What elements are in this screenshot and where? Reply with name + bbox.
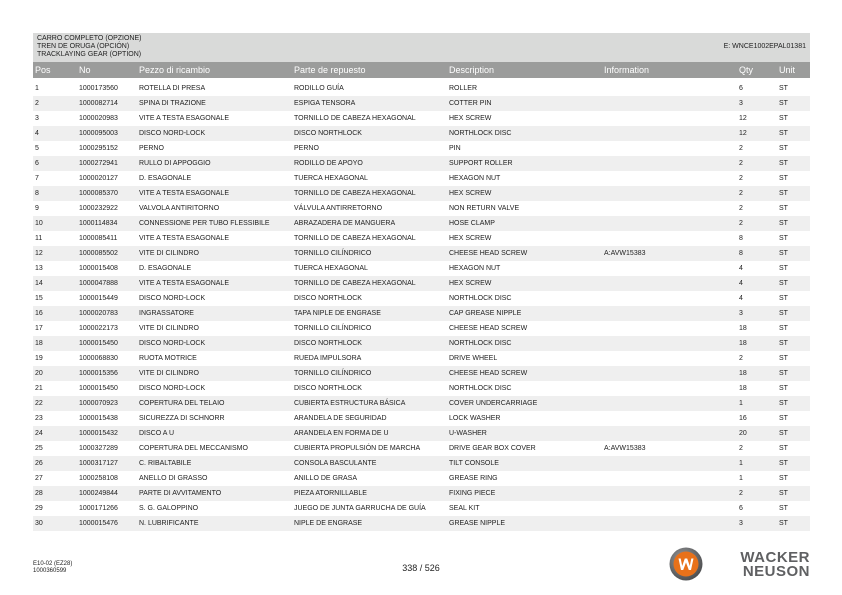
brand-line-2: NEUSON (742, 563, 810, 580)
cell-spanish: ABRAZADERA DE MANGUERA (294, 220, 396, 227)
cell-part-number: 1000020783 (79, 310, 118, 317)
cell-part-number: 1000015450 (79, 385, 118, 392)
cell-spanish: RODILLO DE APOYO (294, 160, 363, 167)
cell-spanish: JUEGO DE JUNTA GARRUCHA DE GUÍA (294, 505, 426, 512)
cell-english: U-WASHER (449, 430, 487, 437)
cell-pos: 21 (35, 385, 43, 392)
cell-pos: 8 (35, 190, 39, 197)
cell-italian: D. ESAGONALE (139, 265, 192, 272)
cell-spanish: RODILLO GUÍA (294, 85, 344, 92)
cell-qty: 2 (739, 175, 743, 182)
cell-qty: 3 (739, 310, 743, 317)
cell-unit: ST (779, 160, 788, 167)
table-row (33, 306, 810, 321)
cell-part-number: 1000015450 (79, 340, 118, 347)
cell-unit: ST (779, 430, 788, 437)
cell-italian: VALVOLA ANTIRITORNO (139, 205, 220, 212)
column-spanish: Parte de repuesto (294, 65, 366, 75)
cell-english: HEX SCREW (449, 190, 492, 197)
cell-qty: 2 (739, 145, 743, 152)
cell-unit: ST (779, 310, 788, 317)
table-row (33, 156, 810, 171)
cell-part-number: 1000022173 (79, 325, 118, 332)
cell-english: COTTER PIN (449, 100, 492, 107)
cell-pos: 19 (35, 355, 43, 362)
cell-english: NORTHLOCK DISC (449, 130, 512, 137)
cell-qty: 1 (739, 460, 743, 467)
cell-spanish: TORNILLO DE CABEZA HEXAGONAL (294, 115, 416, 122)
cell-pos: 28 (35, 490, 43, 497)
cell-unit: ST (779, 295, 788, 302)
cell-spanish: CUBIERTA PROPULSIÓN DE MARCHA (294, 445, 421, 452)
cell-unit: ST (779, 130, 788, 137)
cell-qty: 12 (739, 130, 747, 137)
cell-italian: N. LUBRIFICANTE (139, 520, 199, 527)
cell-spanish: NIPLE DE ENGRASE (294, 520, 363, 527)
cell-italian: VITE DI CILINDRO (139, 370, 199, 377)
table-row (33, 321, 810, 336)
cell-italian: ANELLO DI GRASSO (139, 475, 208, 482)
cell-spanish: DISCO NORTHLOCK (294, 130, 362, 137)
cell-italian: VITE A TESTA ESAGONALE (139, 115, 229, 122)
document-header (33, 33, 810, 62)
cell-english: CAP GREASE NIPPLE (449, 310, 522, 317)
cell-qty: 1 (739, 400, 743, 407)
cell-qty: 18 (739, 370, 747, 377)
cell-unit: ST (779, 460, 788, 467)
cell-qty: 1 (739, 475, 743, 482)
cell-pos: 22 (35, 400, 43, 407)
cell-qty: 4 (739, 280, 743, 287)
cell-information (604, 141, 737, 156)
cell-information: A:AVW15383 (604, 445, 646, 452)
cell-information (604, 366, 737, 381)
cell-part-number: 1000047888 (79, 280, 118, 287)
cell-unit: ST (779, 205, 788, 212)
table-row (33, 291, 810, 306)
cell-pos: 11 (35, 235, 43, 242)
cell-pos: 6 (35, 160, 39, 167)
cell-unit: ST (779, 235, 788, 242)
cell-italian: PARTE DI AVVITAMENTO (139, 490, 222, 497)
cell-part-number: 1000015476 (79, 520, 118, 527)
cell-part-number: 1000015408 (79, 265, 118, 272)
cell-qty: 2 (739, 445, 743, 452)
cell-part-number: 1000249844 (79, 490, 118, 497)
cell-pos: 29 (35, 505, 43, 512)
cell-unit: ST (779, 520, 788, 527)
table-row (33, 426, 810, 441)
table-row (33, 81, 810, 96)
cell-english: HEX SCREW (449, 235, 492, 242)
cell-unit: ST (779, 475, 788, 482)
cell-italian: VITE A TESTA ESAGONALE (139, 235, 229, 242)
table-row (33, 141, 810, 156)
cell-italian: DISCO NORD-LOCK (139, 340, 206, 347)
cell-part-number: 1000015449 (79, 295, 118, 302)
cell-information (604, 486, 737, 501)
cell-part-number: 1000295152 (79, 145, 118, 152)
cell-information (604, 426, 737, 441)
cell-spanish: TORNILLO DE CABEZA HEXAGONAL (294, 235, 416, 242)
cell-information (604, 291, 737, 306)
cell-unit: ST (779, 385, 788, 392)
cell-unit: ST (779, 355, 788, 362)
cell-english: HEX SCREW (449, 280, 492, 287)
cell-pos: 14 (35, 280, 43, 287)
cell-spanish: VÁLVULA ANTIRRETORNO (294, 205, 383, 212)
cell-qty: 6 (739, 505, 743, 512)
cell-unit: ST (779, 415, 788, 422)
cell-pos: 18 (35, 340, 43, 347)
cell-information (604, 501, 737, 516)
cell-pos: 15 (35, 295, 43, 302)
cell-italian: CONNESSIONE PER TUBO FLESSIBILE (139, 220, 270, 227)
cell-part-number: 1000173560 (79, 85, 118, 92)
cell-english: LOCK WASHER (449, 415, 501, 422)
cell-information (604, 351, 737, 366)
cell-part-number: 1000085502 (79, 250, 118, 257)
cell-information (604, 306, 737, 321)
cell-pos: 10 (35, 220, 43, 227)
parts-table-body (33, 81, 810, 531)
cell-italian: VITE A TESTA ESAGONALE (139, 190, 229, 197)
column-pos: Pos (35, 65, 51, 75)
column-unit: Unit (779, 65, 796, 75)
cell-spanish: DISCO NORTHLOCK (294, 340, 362, 347)
cell-unit: ST (779, 265, 788, 272)
cell-part-number: 1000020983 (79, 115, 118, 122)
cell-part-number: 1000317127 (79, 460, 118, 467)
cell-italian: D. ESAGONALE (139, 175, 192, 182)
column-information: Information (604, 65, 650, 75)
table-row (33, 471, 810, 486)
cell-pos: 13 (35, 265, 43, 272)
cell-information (604, 231, 737, 246)
cell-english: HEX SCREW (449, 115, 492, 122)
cell-part-number: 1000085411 (79, 235, 118, 242)
cell-information (604, 126, 737, 141)
cell-italian: ROTELLA DI PRESA (139, 85, 206, 92)
cell-part-number: 1000070923 (79, 400, 118, 407)
cell-italian: VITE A TESTA ESAGONALE (139, 280, 229, 287)
footer-edition-block (33, 561, 72, 575)
cell-unit: ST (779, 220, 788, 227)
table-row (33, 216, 810, 231)
column-no: No (79, 65, 91, 75)
cell-italian: DISCO NORD-LOCK (139, 385, 206, 392)
cell-qty: 16 (739, 415, 747, 422)
column-qty: Qty (739, 65, 754, 75)
cell-information (604, 111, 737, 126)
cell-qty: 8 (739, 250, 743, 257)
cell-spanish: ARANDELA DE SEGURIDAD (294, 415, 387, 422)
table-row (33, 246, 810, 261)
cell-pos: 12 (35, 250, 43, 257)
cell-qty: 2 (739, 490, 743, 497)
cell-spanish: TORNILLO DE CABEZA HEXAGONAL (294, 280, 416, 287)
cell-italian: SPINA DI TRAZIONE (139, 100, 206, 107)
cell-italian: C. RIBALTABILE (139, 460, 192, 467)
cell-italian: SICUREZZA DI SCHNORR (139, 415, 225, 422)
cell-spanish: PIEZA ATORNILLABLE (294, 490, 367, 497)
cell-italian: RULLO DI APPOGGIO (139, 160, 211, 167)
cell-unit: ST (779, 340, 788, 347)
cell-english: HEXAGON NUT (449, 175, 501, 182)
cell-italian: RUOTA MOTRICE (139, 355, 197, 362)
cell-part-number: 1000068830 (79, 355, 118, 362)
cell-italian: DISCO NORD-LOCK (139, 130, 206, 137)
cell-part-number: 1000015356 (79, 370, 118, 377)
cell-unit: ST (779, 505, 788, 512)
cell-unit: ST (779, 490, 788, 497)
cell-information (604, 201, 737, 216)
cell-english: DRIVE GEAR BOX COVER (449, 445, 536, 452)
cell-information (604, 516, 737, 531)
cell-qty: 12 (739, 115, 747, 122)
cell-qty: 2 (739, 205, 743, 212)
cell-unit: ST (779, 100, 788, 107)
cell-unit: ST (779, 115, 788, 122)
cell-qty: 2 (739, 190, 743, 197)
cell-english: ROLLER (449, 85, 478, 92)
cell-part-number: 1000020127 (79, 175, 118, 182)
cell-english: NORTHLOCK DISC (449, 340, 512, 347)
table-row (33, 456, 810, 471)
cell-information (604, 186, 737, 201)
cell-part-number: 1000171266 (79, 505, 118, 512)
cell-pos: 16 (35, 310, 43, 317)
table-row (33, 111, 810, 126)
table-row (33, 171, 810, 186)
table-row (33, 276, 810, 291)
cell-spanish: TORNILLO CILÍNDRICO (294, 325, 372, 332)
cell-english: HOSE CLAMP (449, 220, 495, 227)
cell-qty: 6 (739, 85, 743, 92)
table-row (33, 516, 810, 531)
cell-spanish: ESPIGA TENSORA (294, 100, 356, 107)
cell-english: GREASE RING (449, 475, 498, 482)
table-row (33, 351, 810, 366)
cell-english: SUPPORT ROLLER (449, 160, 513, 167)
cell-unit: ST (779, 85, 788, 92)
cell-pos: 20 (35, 370, 43, 377)
cell-pos: 7 (35, 175, 39, 182)
cell-spanish: TUERCA HEXAGONAL (294, 265, 368, 272)
cell-pos: 27 (35, 475, 43, 482)
table-row (33, 201, 810, 216)
cell-spanish: TUERCA HEXAGONAL (294, 175, 368, 182)
column-italian: Pezzo di ricambio (139, 65, 211, 75)
title-italian: CARRO COMPLETO (OPZIONE) (37, 35, 142, 42)
cell-italian: VITE DI CILINDRO (139, 250, 199, 257)
cell-information (604, 156, 737, 171)
table-row (33, 96, 810, 111)
cell-qty: 18 (739, 325, 747, 332)
cell-information (604, 96, 737, 111)
cell-italian: DISCO A U (139, 430, 175, 437)
cell-pos: 4 (35, 130, 39, 137)
cell-spanish: DISCO NORTHLOCK (294, 295, 362, 302)
cell-english: PIN (449, 145, 461, 152)
cell-information (604, 276, 737, 291)
cell-qty: 4 (739, 265, 743, 272)
cell-italian: COPERTURA DEL TELAIO (139, 400, 225, 407)
cell-unit: ST (779, 325, 788, 332)
cell-spanish: RUEDA IMPULSORA (294, 355, 362, 362)
assembly-titles (37, 35, 142, 59)
cell-spanish: CUBIERTA ESTRUCTURA BÁSICA (294, 400, 406, 407)
cell-spanish: ANILLO DE GRASA (294, 475, 358, 482)
table-row (33, 126, 810, 141)
cell-english: GREASE NIPPLE (449, 520, 506, 527)
cell-information (604, 396, 737, 411)
cell-spanish: ARANDELA EN FORMA DE U (294, 430, 389, 437)
cell-part-number: 1000327289 (79, 445, 118, 452)
cell-unit: ST (779, 280, 788, 287)
edition-label: E10-02 (EZ28) (33, 561, 73, 567)
column-english: Description (449, 65, 495, 75)
cell-italian: DISCO NORD-LOCK (139, 295, 206, 302)
doc-number: 1000360599 (33, 568, 67, 574)
cell-english: NON RETURN VALVE (449, 205, 520, 212)
table-row (33, 186, 810, 201)
cell-italian: VITE DI CILINDRO (139, 325, 199, 332)
cell-english: FIXING PIECE (449, 490, 496, 497)
cell-pos: 9 (35, 205, 39, 212)
cell-pos: 23 (35, 415, 43, 422)
brand-wordmark (731, 551, 810, 579)
cell-pos: 26 (35, 460, 43, 467)
table-row (33, 231, 810, 246)
cell-qty: 2 (739, 160, 743, 167)
cell-pos: 24 (35, 430, 43, 437)
brand-line-1: WACKER (740, 549, 810, 566)
cell-spanish: TORNILLO CILÍNDRICO (294, 250, 372, 257)
cell-unit: ST (779, 400, 788, 407)
cell-qty: 20 (739, 430, 747, 437)
cell-unit: ST (779, 175, 788, 182)
cell-spanish: TAPA NIPLE DE ENGRASE (294, 310, 381, 317)
cell-information (604, 471, 737, 486)
cell-part-number: 1000085370 (79, 190, 118, 197)
cell-information (604, 171, 737, 186)
cell-italian: COPERTURA DEL MECCANISMO (139, 445, 248, 452)
cell-part-number: 1000272941 (79, 160, 118, 167)
title-english: TRACKLAYING GEAR (OPTION) (37, 51, 142, 58)
cell-english: TILT CONSOLE (449, 460, 499, 467)
cell-part-number: 1000258108 (79, 475, 118, 482)
cell-spanish: CONSOLA BASCULANTE (294, 460, 377, 467)
cell-spanish: TORNILLO DE CABEZA HEXAGONAL (294, 190, 416, 197)
cell-information (604, 321, 737, 336)
cell-english: COVER UNDERCARRIAGE (449, 400, 538, 407)
cell-unit: ST (779, 370, 788, 377)
cell-part-number: 1000015438 (79, 415, 118, 422)
table-row (33, 411, 810, 426)
cell-italian: PERNO (139, 145, 164, 152)
cell-qty: 2 (739, 220, 743, 227)
cell-english: CHEESE HEAD SCREW (449, 250, 528, 257)
cell-unit: ST (779, 190, 788, 197)
cell-spanish: PERNO (294, 145, 319, 152)
cell-part-number: 1000015432 (79, 430, 118, 437)
table-row (33, 501, 810, 516)
cell-qty: 2 (739, 355, 743, 362)
cell-qty: 4 (739, 295, 743, 302)
title-spanish: TREN DE ORUGA (OPCIÓN) (37, 43, 130, 50)
cell-information (604, 336, 737, 351)
cell-english: SEAL KIT (449, 505, 480, 512)
cell-pos: 2 (35, 100, 39, 107)
cell-information (604, 456, 737, 471)
cell-pos: 1 (35, 85, 39, 92)
cell-qty: 3 (739, 100, 743, 107)
cell-pos: 5 (35, 145, 39, 152)
cell-spanish: TORNILLO CILÍNDRICO (294, 370, 372, 377)
cell-unit: ST (779, 445, 788, 452)
cell-english: CHEESE HEAD SCREW (449, 325, 528, 332)
cell-information (604, 411, 737, 426)
cell-part-number: 1000232922 (79, 205, 118, 212)
cell-information (604, 216, 737, 231)
table-row (33, 381, 810, 396)
cell-english: CHEESE HEAD SCREW (449, 370, 528, 377)
cell-pos: 30 (35, 520, 43, 527)
cell-information (604, 261, 737, 276)
cell-pos: 3 (35, 115, 39, 122)
table-row (33, 396, 810, 411)
table-row (33, 486, 810, 501)
table-row (33, 441, 810, 456)
wacker-neuson-emblem-icon (669, 547, 703, 581)
cell-part-number: 1000114834 (79, 220, 118, 227)
cell-qty: 8 (739, 235, 743, 242)
table-row (33, 261, 810, 276)
cell-qty: 3 (739, 520, 743, 527)
document-code: E: WNCE1002EPAL01381 (723, 43, 806, 50)
table-row (33, 336, 810, 351)
cell-qty: 18 (739, 340, 747, 347)
cell-unit: ST (779, 250, 788, 257)
cell-english: HEXAGON NUT (449, 265, 501, 272)
table-row (33, 366, 810, 381)
cell-part-number: 1000095003 (79, 130, 118, 137)
parts-table-header (33, 62, 810, 78)
cell-information (604, 381, 737, 396)
cell-english: NORTHLOCK DISC (449, 295, 512, 302)
cell-english: NORTHLOCK DISC (449, 385, 512, 392)
cell-part-number: 1000082714 (79, 100, 118, 107)
cell-italian: INGRASSATORE (139, 310, 194, 317)
cell-pos: 17 (35, 325, 43, 332)
cell-english: DRIVE WHEEL (449, 355, 498, 362)
page-number: 338 / 526 (402, 563, 440, 573)
cell-italian: S. G. GALOPPINO (139, 505, 199, 512)
cell-spanish: DISCO NORTHLOCK (294, 385, 362, 392)
cell-pos: 25 (35, 445, 43, 452)
cell-unit: ST (779, 145, 788, 152)
cell-information (604, 81, 737, 96)
cell-information: A:AVW15383 (604, 250, 646, 257)
cell-qty: 18 (739, 385, 747, 392)
